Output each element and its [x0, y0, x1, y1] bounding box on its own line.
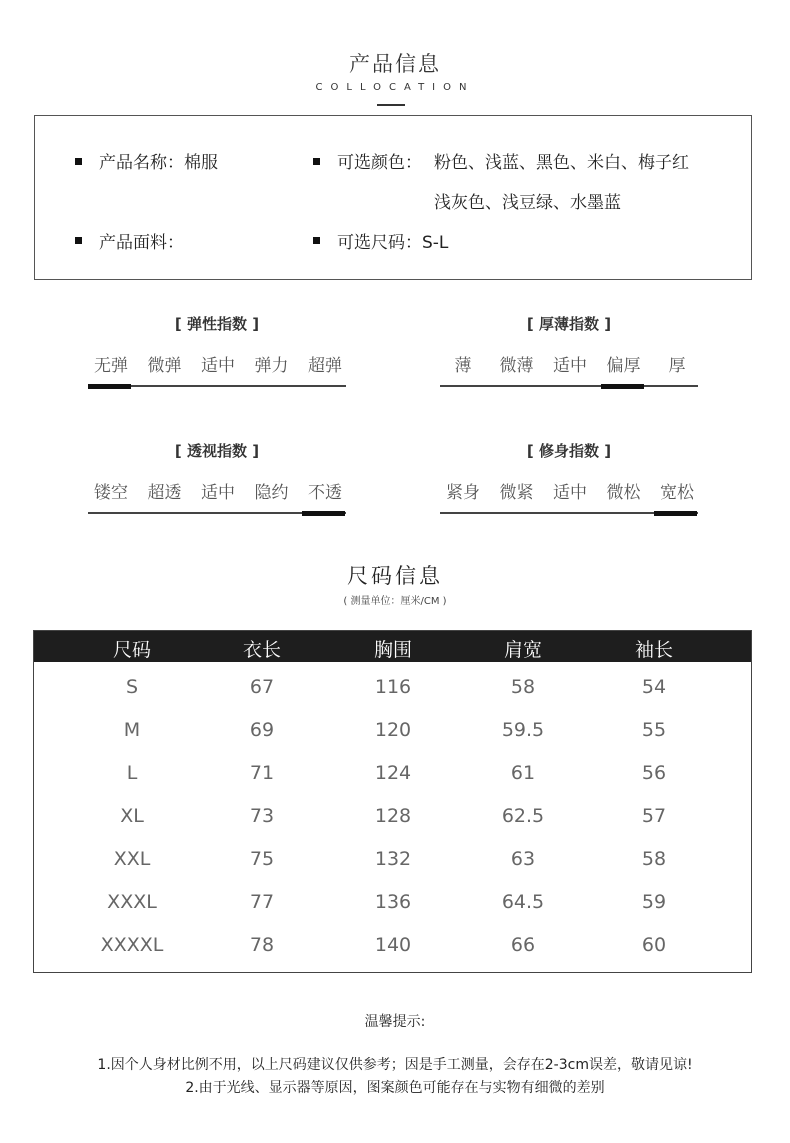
bullet-icon — [313, 237, 320, 244]
table-cell: 77 — [249, 891, 275, 913]
table-cell: 59 — [641, 891, 667, 913]
table-cell: 73 — [249, 805, 275, 827]
table-row — [34, 877, 751, 920]
bullet-icon — [313, 158, 320, 165]
table-header — [34, 631, 751, 662]
index-option: 适中 — [553, 483, 587, 503]
index-option: 超弹 — [308, 356, 342, 376]
table-cell: XL — [120, 805, 144, 827]
colors-line-2: 浅灰色、浅豆绿、水墨蓝 — [434, 193, 621, 213]
table-header-cell: 尺码 — [112, 639, 151, 661]
index-option: 隐约 — [254, 483, 289, 503]
bullet-icon — [75, 158, 82, 165]
table-row — [34, 834, 751, 877]
product-info-title: 产品信息 — [349, 52, 441, 76]
colors-line-1: 粉色、浅蓝、黑色、米白、梅子红 — [434, 153, 689, 173]
table-cell: 66 — [510, 934, 536, 956]
table-cell: 132 — [374, 848, 412, 870]
index-title: [ 修身指数 ] — [526, 442, 612, 460]
table-cell: 140 — [374, 934, 412, 956]
index-option: 超透 — [147, 483, 182, 503]
product-info-subtitle: COLLOCATION — [315, 82, 475, 93]
table-cell: L — [126, 762, 138, 784]
table-cell: XXXL — [107, 891, 157, 913]
table-cell: XXXXL — [100, 934, 164, 956]
index-option: 弹力 — [254, 356, 289, 376]
table-cell: 71 — [249, 762, 275, 784]
available-sizes: 可选尺码：S-L — [337, 233, 449, 253]
thickness-index — [436, 313, 702, 393]
table-cell: 78 — [249, 934, 275, 956]
table-cell: 69 — [249, 719, 275, 741]
size-info-title: 尺码信息 — [347, 564, 443, 588]
index-title: [ 透视指数 ] — [174, 442, 260, 460]
index-option: 微弹 — [147, 356, 182, 376]
table-row — [34, 662, 751, 705]
index-title: [ 厚薄指数 ] — [526, 315, 612, 333]
table-header-cell: 肩宽 — [503, 639, 542, 661]
index-option: 适中 — [201, 483, 235, 503]
table-cell: 67 — [249, 676, 275, 698]
table-header-cell: 衣长 — [242, 639, 281, 661]
table-cell: 124 — [374, 762, 412, 784]
index-selected-marker — [302, 511, 345, 516]
table-cell: 59.5 — [501, 719, 545, 741]
table-cell: 58 — [510, 676, 536, 698]
table-header-cell: 胸围 — [373, 639, 412, 661]
tip-line-2: 2.由于光线、显示器等原因，图案颜色可能存在与实物有细微的差别 — [185, 1080, 605, 1096]
table-cell: 57 — [641, 805, 667, 827]
table-row — [34, 920, 751, 963]
table-cell: 60 — [641, 934, 667, 956]
product-fabric: 产品面料： — [99, 233, 184, 253]
table-cell: 56 — [641, 762, 667, 784]
table-cell: 128 — [374, 805, 412, 827]
tip-line-1: 1.因个人身材比例不用，以上尺码建议仅供参考；因是手工测量，会存在2-3cm误差，敬请见谅! — [97, 1057, 693, 1073]
index-option: 镂空 — [94, 483, 128, 503]
index-option: 偏厚 — [606, 356, 641, 376]
index-selected-marker — [654, 511, 697, 516]
table-cell: XXL — [113, 848, 151, 870]
tips-title: 温馨提示: — [364, 1014, 426, 1030]
table-row — [34, 705, 751, 748]
table-cell: 64.5 — [501, 891, 545, 913]
index-option: 不透 — [308, 483, 342, 503]
index-option: 厚 — [668, 356, 686, 376]
index-selected-marker — [601, 384, 644, 389]
table-cell: 62.5 — [501, 805, 545, 827]
index-option: 紧身 — [446, 483, 480, 503]
size-info-subtitle: ( 测量单位：厘米/CM ) — [343, 596, 447, 607]
index-option: 微薄 — [499, 356, 534, 376]
table-cell: 54 — [641, 676, 667, 698]
title-underline — [377, 104, 405, 106]
index-option: 薄 — [454, 356, 472, 376]
index-option: 无弹 — [94, 356, 128, 376]
index-option: 宽松 — [660, 483, 694, 503]
size-table — [33, 630, 752, 973]
colors-label: 可选颜色： — [337, 153, 422, 173]
index-option: 微紧 — [499, 483, 534, 503]
index-option: 适中 — [553, 356, 587, 376]
table-cell: 116 — [374, 676, 412, 698]
index-option: 微松 — [606, 483, 641, 503]
table-row — [34, 791, 751, 834]
table-cell: 136 — [374, 891, 412, 913]
table-cell: 120 — [374, 719, 412, 741]
sheerness-index — [84, 440, 350, 520]
table-cell: 75 — [249, 848, 275, 870]
fit-index — [436, 440, 702, 520]
index-title: [ 弹性指数 ] — [174, 315, 260, 333]
elasticity-index — [84, 313, 350, 393]
table-header-cell: 袖长 — [634, 639, 673, 661]
index-selected-marker — [88, 384, 131, 389]
table-cell: 58 — [641, 848, 667, 870]
table-cell: 61 — [510, 762, 536, 784]
bullet-icon — [75, 237, 82, 244]
table-row — [34, 748, 751, 791]
table-cell: S — [125, 676, 139, 698]
index-option: 适中 — [201, 356, 235, 376]
table-body — [34, 662, 751, 972]
product-name: 产品名称：棉服 — [99, 153, 218, 173]
product-info-box — [34, 115, 752, 280]
table-cell: M — [123, 719, 141, 741]
table-cell: 63 — [510, 848, 536, 870]
table-cell: 55 — [641, 719, 667, 741]
index-track — [440, 385, 698, 387]
